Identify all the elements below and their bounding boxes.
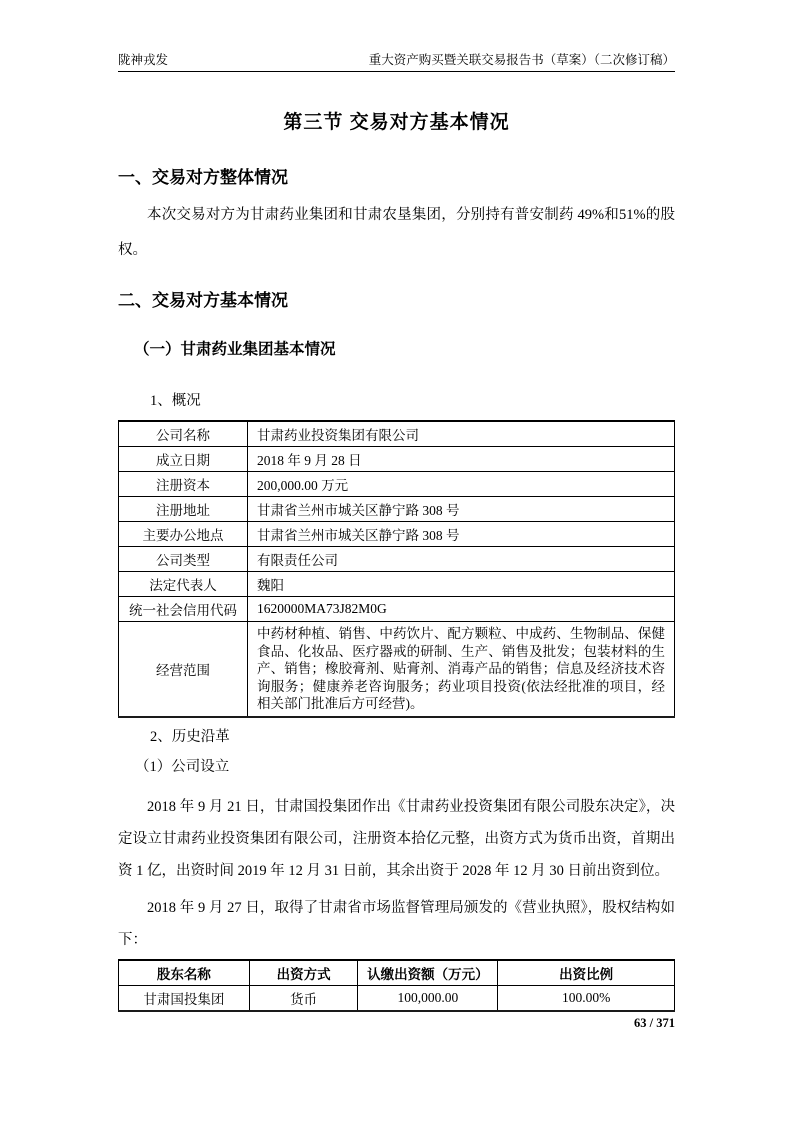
cell-label: 经营范围 [119, 622, 248, 717]
cell-value: 甘肃省兰州市城关区静宁路 308 号 [248, 522, 675, 547]
cell-subscribed-amount: 100,000.00 [358, 986, 498, 1012]
heading-establishment: （1）公司设立 [135, 758, 230, 775]
heading-history: 2、历史沿革 [150, 728, 230, 745]
shareholder-structure-table [118, 959, 675, 1013]
table-row [119, 472, 675, 497]
cell-label: 主要办公地点 [119, 522, 248, 547]
cell-contribution-ratio: 100.00% [498, 986, 675, 1012]
cell-value: 甘肃省兰州市城关区静宁路 308 号 [248, 497, 675, 522]
cell-label: 注册资本 [119, 472, 248, 497]
section-heading-overall: 一、交易对方整体情况 [118, 168, 288, 187]
cell-label: 注册地址 [119, 497, 248, 522]
table-row [119, 597, 675, 622]
page-title: 第三节 交易对方基本情况 [283, 112, 510, 133]
paragraph-establishment: 2018 年 9 月 21 日，甘肃国投集团作出《甘肃药业投资集团有限公司股东决定》，决定设立甘肃药业投资集团有限公司，注册资本拾亿元整，出资方式为货币出资，首期出资 1 亿，出资时间 2019 年 12 月 31 日前，其余出资于 2028 年 12 月 30 日前出资到位。 [118, 798, 675, 879]
running-header-left: 陇神戎发 [118, 53, 169, 67]
paragraph-overall: 本次交易对方为甘肃药业集团和甘肃农垦集团，分别持有普安制药 49%和51%的股权。 [118, 207, 675, 258]
column-header: 出资比例 [498, 960, 675, 986]
cell-value: 200,000.00 万元 [248, 472, 675, 497]
table-row [119, 522, 675, 547]
table-row [119, 986, 675, 1012]
cell-value: 1620000MA73J82M0G [248, 597, 675, 622]
page-content [118, 100, 675, 1031]
section-heading-basic: 二、交易对方基本情况 [118, 291, 288, 310]
cell-value: 甘肃药业投资集团有限公司 [248, 421, 675, 447]
cell-value: 有限责任公司 [248, 547, 675, 572]
cell-shareholder-name: 甘肃国投集团 [119, 986, 250, 1012]
running-header [118, 52, 675, 72]
page-number: 63 / 371 [634, 1016, 675, 1031]
table-row [119, 497, 675, 522]
paragraph-license: 2018 年 9 月 27 日，取得了甘肃省市场监督管理局颁发的《营业执照》，股权结构如下： [118, 899, 675, 948]
table-row [119, 421, 675, 447]
table-header-row [119, 960, 675, 986]
column-header: 认缴出资额（万元） [358, 960, 498, 986]
cell-label: 法定代表人 [119, 572, 248, 597]
column-header: 股东名称 [119, 960, 250, 986]
cell-label: 公司名称 [119, 421, 248, 447]
cell-label: 统一社会信用代码 [119, 597, 248, 622]
table-row [119, 572, 675, 597]
cell-value: 2018 年 9 月 28 日 [248, 447, 675, 472]
cell-contribution-method: 货币 [249, 986, 358, 1012]
heading-overview: 1、概况 [150, 393, 201, 409]
cell-label: 公司类型 [119, 547, 248, 572]
company-overview-table [118, 420, 675, 718]
cell-label: 成立日期 [119, 447, 248, 472]
table-row [119, 447, 675, 472]
table-row [119, 622, 675, 717]
cell-value: 魏阳 [248, 572, 675, 597]
column-header: 出资方式 [249, 960, 358, 986]
table-row [119, 547, 675, 572]
running-header-right: 重大资产购买暨关联交易报告书（草案）（二次修订稿） [368, 53, 675, 67]
cell-value-business-scope: 中药材种植、销售、中药饮片、配方颗粒、中成药、生物制品、保健食品、化妆品、医疗器戒的研制、生产、销售及批发；包装材料的生产、销售；橡胶膏剂、贴膏剂、消毒产品的销售；信息及经济技术咨询服务；健康养老咨询服务；药业项目投资(依法经批准的项目，经相关部门批准后方可经营)。 [248, 622, 675, 717]
subsection-heading-gansu-pharma: （一）甘肃药业集团基本情况 [134, 341, 336, 358]
